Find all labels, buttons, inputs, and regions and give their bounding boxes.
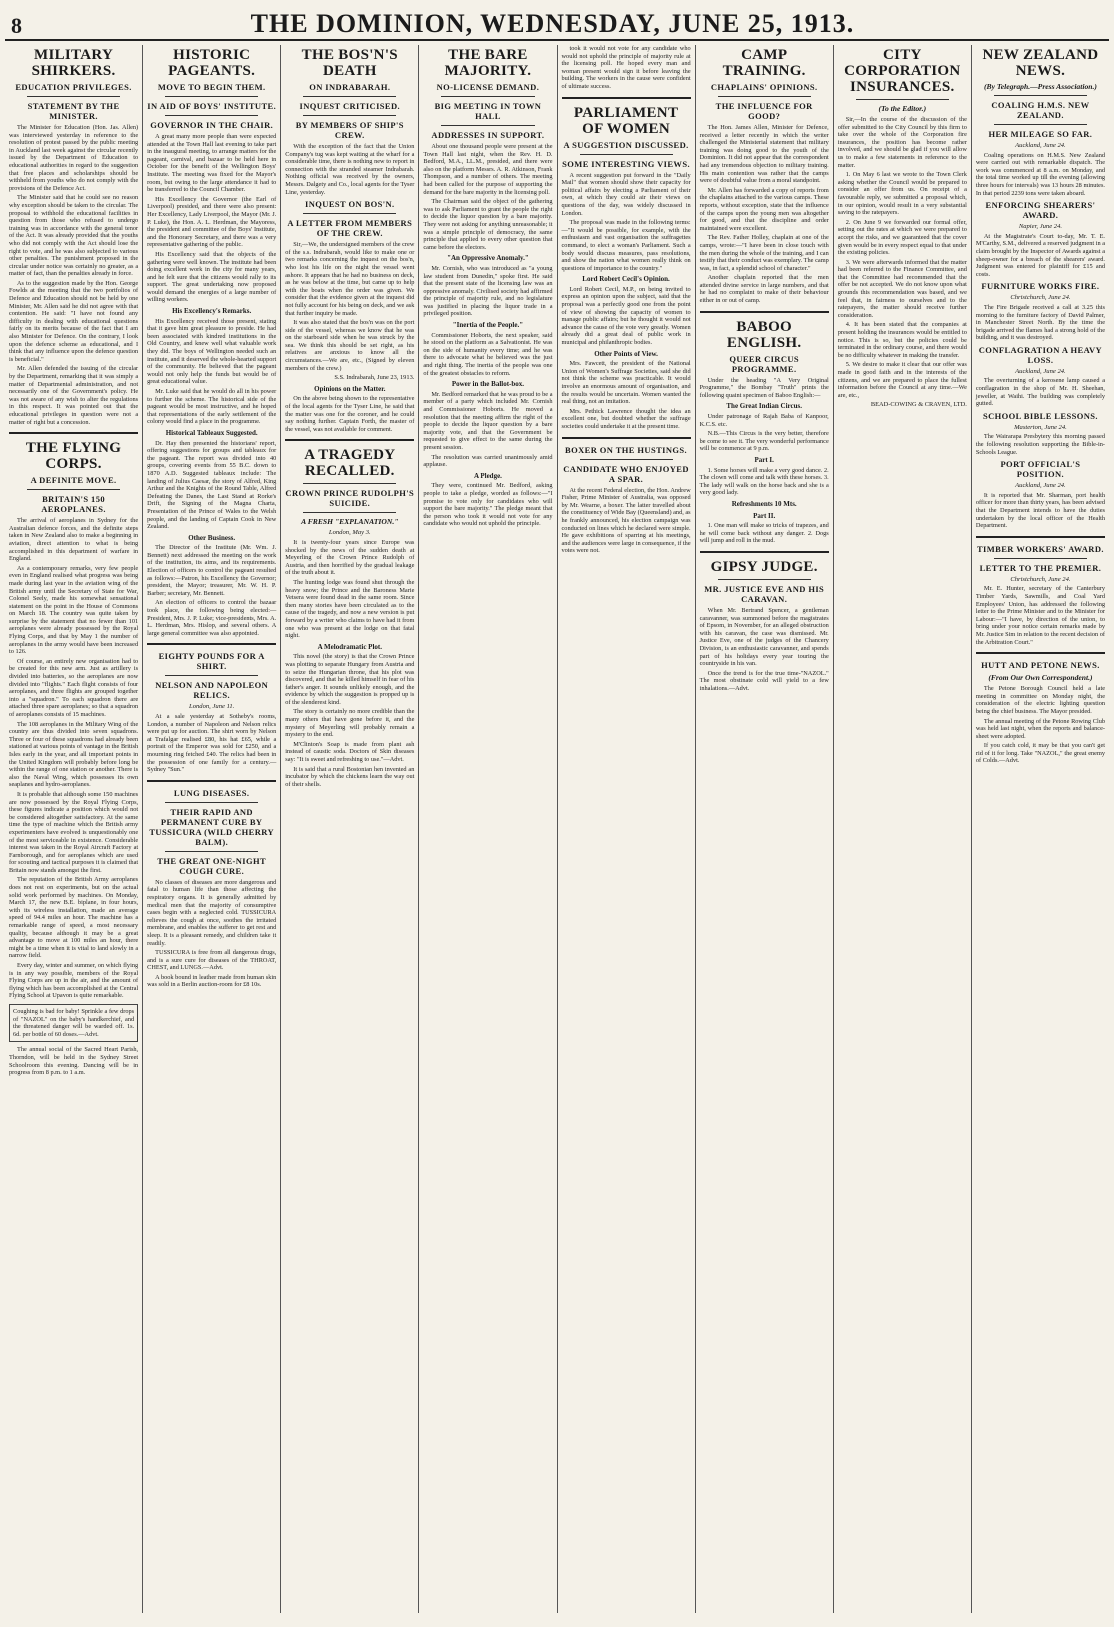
subheadline: BIG MEETING IN TOWN HALL [434,101,542,121]
section-heading: Part II. [753,511,776,520]
divider [303,512,396,513]
paragraph: The reputation of the British Army aeroplanes does not rest on experiments, but on the actual solid work performed by machines. On Monday, March 17, the new B.E. biplane, in four hours, with its wireless installation, made an average speed of 94.4 miles an hour. The machine has a remarkable range of speed, a most necessary quality, because although it may be a great advantage to move at 100 miles an hour, there might be a time when it is vital to land slowly in a narrow field. [9,876,139,960]
subheadline: HER MILEAGE SO FAR. [988,129,1093,139]
paragraph: His Excellency said that the objects of the gathering were well known. The institute had been doing excellent work in the city for many years, and he felt sure that the citizens would rally to its support. The great undertaking now proposed would demand the energies of a large number of willing workers. [147,250,277,304]
headline: BABOO ENGLISH. [726,318,802,351]
paragraph: On the above being shown to the representative of the local agents for the Tyser Line, he said that the matter was one for the coroner, and he could say nothing further. Captain Forth, the master of the vessel, was not available for comment. [285,395,415,433]
subheadline: STATEMENT BY THE MINISTER. [27,101,120,121]
byline: (By Telegraph.—Press Association.) [983,82,1097,91]
section-divider [285,439,414,441]
paragraph: The resolution was carried unanimously amid applause. [423,453,553,469]
divider [856,99,949,100]
dateline: London, June 11. [189,703,235,711]
divider [994,95,1087,96]
divider [718,579,811,580]
paragraph: His Excellency received those present, stating that it gave him great pleasure to preside. He had been associated with kindred institutions in the Old Country, and knew well what valuable work they did. The boys of Wellington needed such an institute, and it deserved the whole-hearted support of the community. He believed that the pageant would not only help the funds but would be of great educational value. [147,317,277,386]
paragraph: The 108 aeroplanes in the Military Wing of the country are thus divided into seven squadrons. Three or four of these squadrons had already been stationed at various points of vantage in the British Isles early in the year, and all important points in the United Kingdom will probably before long be within the range of one station or another. There is also the Naval Wing, which possesses its own seaplanes and hydro-aeroplanes. [9,720,139,789]
subheadline: BRITAIN'S 150 AEROPLANES. [41,494,106,515]
section-heading: The Great Indian Circus. [726,402,802,411]
subheadline: MR. JUSTICE EVE AND HIS CARAVAN. [704,583,825,604]
paragraph: Mr. Allen has forwarded a copy of reports from the chaplains attached to the various camps. These reports, without exception, state that the influence of the camps upon the young men was altogether for good, and that the discipline and order maintained were excellent. [699,186,829,232]
paragraph: Every day, winter and summer, on which flying is in any way possible, members of the Royal Flying Corps are up in the air, and the amount of flying which has been accomplished at the Central Flying School at Upavon is quite remarkable. [9,962,139,1000]
subheadline: MOVE TO BEGIN THEM. [157,82,266,92]
section-divider [147,643,276,645]
paragraph: As to the suggestion made by the Hon. George Fowlds at the meeting that the two portfolios of Defence and Education should not be held by one Minister, Mr. Allen said he did not agree with that contention. He said: "I have not found any difficulty in dealing with educational questions fairly on its merits because of the fact that I am also Minister for Defence. On the contrary, I look upon the defence scheme as educational, and I think that any influence upon the defence question is beneficial." [9,279,139,363]
subheadline: BY MEMBERS OF SHIP'S CREW. [295,120,404,140]
section-divider [976,652,1105,654]
subheadline: A DEFINITE MOVE. [30,475,117,486]
byline: (To the Editor.) [878,104,927,113]
dateline: London, May 3. [328,529,371,537]
paragraph: The annual meeting of the Petone Rowing Club was held last night, when the reports and balance-sheet were adopted. [975,717,1105,740]
paragraph: The overturning of a kerosene lamp caused a conflagration in the shop of Mr. H. Sheehan, jeweller, at Waihi. The building was completely gutted. [975,377,1105,408]
paragraph: The Chairman said the object of the gathering was to ask Parliament to grant the people the right to decide the liquor question by a bare majority. They were not asking for anything unreasonable; it was a simple principle of democracy, the same principle that applied to every other question that came before the electors. [423,198,553,251]
paragraph: Dr. Hay then presented the historians' report, offering suggestions for groups and tableaux for the pageant. The report was divided into 40 groups, covering events from 55 B.C. down to 1870 A.D. Suggested tableaux include: The landing of Julius Caesar, the story of Alfred, King Arthur and the Knights of the Round Table, Alfred Defeating the Danes, the Last Stand at Rorke's Drift, the Signing of the Magna Charta, Presentation of the Prince of Wales to the Welsh people, and the landing of Captain Cook in New Zealand. [147,439,277,531]
paragraph: Mr. Allen defended the issuing of the circular by the Department, remarking that it was simply a matter of Departmental administration, and not necessarily one of the Government's policy. He was not aware of any wish to alter the regulations in this respect. It was pointed out that the educational privileges in question were not a matter of right but a concession. [9,365,139,426]
divider [165,802,258,803]
subheadline: A LETTER FROM MEMBERS OF THE CREW. [287,218,413,239]
byline: (From Our Own Correspondent.) [988,673,1093,683]
divider [165,675,258,676]
section-heading: His Excellency's Remarks. [172,307,252,316]
page-number: 8 [11,13,22,38]
subheadline: NO-LICENSE DEMAND. [436,82,540,92]
newspaper-title: THE DOMINION, WEDNESDAY, JUNE 25, 1913. [250,9,855,38]
subheadline: EIGHTY POUNDS FOR A SHIRT. [158,651,265,672]
paragraph: It is reported that Mr. Sharman, port health officer for more than thirty years, has been advised that the Department intends to have the duties undertaken by the local officer of the Health Department. [975,491,1105,530]
paragraph: The proposal was made in the following terms:—"It would be possible, for example, with the enthusiasm and vast organisation the suffragettes command, to elect a woman's Parliament. Such a body would discuss measures, pass resolutions, and show the nation what women really think on questions of importance to the country." [561,219,691,272]
subheadline: LETTER TO THE PREMIER. [979,562,1102,573]
headline: NEW ZEALAND NEWS. [982,47,1099,79]
paragraph: Commissioner Hoborts, the next speaker, said he stood on the platform as a Salvationist. He was on the side of humanity every time; and he was there to advocate what he believed was the just and right thing. The inertia of the people was one of the greatest obstacles to reform. [423,331,553,377]
dateline: Auckland, June 24. [1015,142,1066,149]
divider [303,213,396,214]
subheadline: QUEER CIRCUS PROGRAMME. [729,353,800,374]
paragraph: Once the trend is for the true time-"NAZOL." The most obstinate cold will yield to a few inhalations.—Advt. [699,669,829,692]
paragraph: 5. We desire to make it clear that our offer was made in good faith and in the interests of the citizens, and we are prepared to place the fullest information before the Council at any time.—We are, etc., [837,361,967,399]
dateline: Auckland, June 24. [1015,482,1066,490]
paragraph: Under the heading "A Very Original Programme," the Bombay "Truth" prints the following quaint specimen of Baboo English:— [699,376,829,399]
paragraph: Sir,—We, the undersigned members of the crew of the s.s. Indrabarah, would like to make one or two remarks concerning the inquest on the bos'n, who lost his life on the night the vessel went ashore. It appears that he had no business on deck, as he was below at the time, but came up to help with the boats when the order was given. We consider that the evidence given at the inquest did not fully account for his being on deck, and we ask that further inquiry be made. [285,241,415,317]
subheadline: THE INFLUENCE FOR GOOD? [715,101,813,121]
paragraph: The Hon. James Allen, Minister for Defence, received a letter recently in which the writer challenged the Ministerial statement that military training was doing good to the youth of the Dominion. It did not appear that the correspondent had any tremendous objection to military training. His main contention was rather that the camps were of doubtful value from a moral standpoint. [699,124,829,185]
subheadline: FURNITURE WORKS FIRE. [981,281,1100,292]
subheadline: INQUEST CRITICISED. [299,101,401,111]
subheadline: GOVERNOR IN THE CHAIR. [150,120,274,130]
dateline: Auckland, June 24. [1015,367,1066,375]
paragraph: This novel (the story) is that the Crown Prince was plotting to separate Hungary from Austria and to seize the Hungarian throne, that his plot was discovered, and that he killed himself in fear of his father's anger. It sounds unlikely enough, and the evidence by which the suggestion is propped up is of the slenderest kind. [285,653,415,706]
divider [303,115,396,116]
paragraph: At the recent Federal election, the Hon. Andrew Fisher, Prime Minister of Australia, was opposed by Mr. Wearne, a boxer. The latter travelled about the constituency of Wide Bay (Queensland) and, as he frankly announced, his election campaign was conducted on lines which he declared were simple. He gave exhibitions of sparring at his meetings, and the audiences were large in consequence, if the votes were not. [561,486,691,555]
section-heading: Other Business. [188,533,236,542]
paragraph: The story is certainly no more credible than the many others that have gone before it, and the mystery of Meyerling will probably remain a mystery to the end. [285,708,415,739]
headline: THE FLYING CORPS. [25,440,122,473]
subheadline: INQUEST ON BOS'N. [305,199,395,210]
paragraph: The hunting lodge was found shut through the heavy snow; the Prince and the Baroness Marie Vetsera were found dead in the same room. Since then many stories have been circulated as to the cause of the tragedy, and now a new version is put forward by a writer who claims to have had it from one who was present at the lodge on that fatal night. [285,578,415,640]
divider [165,851,258,852]
paragraph: Coaling operations on H.M.S. New Zealand were carried out with remarkable dispatch. The work was commenced at 8 a.m. on Monday, and the total time worked up till the evening (allowing three hours for intervals) was 13 hours 28 minutes. In that period 2239 tons were taken aboard. [975,151,1105,197]
column-6 [696,45,834,1613]
column-1 [5,45,143,1613]
paragraph: Sir,—In the course of the discussion of the offer submitted to the City Council by this firm to take over the whole of the Corporation fire insurances, the position has become rather involved, and we should be glad if you will allow us to make a few statements in reference to the matter. [837,116,967,169]
section-heading: "Inertia of the People." [452,321,524,330]
paragraph: A great many more people than were expected attended at the Town Hall last evening to take part in the inaugural meeting, to arrange matters for the pageant, carnival, and bazaar to be held here in October for the benefit of the Wellington Boys' Institute. The meeting was fixed for the Mayor's room, but owing to the large attendance it had to be transferred to the Council Chamber. [147,133,277,194]
section-divider [700,551,829,553]
paragraph: 4. It has been stated that the companies at present holding the insurances would be entitled to notice. This is so, but the policies could be terminated in the ordinary course, and there would be no difficulty whatever in making the transfer. [837,321,967,359]
column-5 [558,45,696,1613]
paragraph: The Minister for Education (Hon. Jas. Allen) was interviewed yesterday in reference to the resolution of protest passed by the public meeting in Auckland last week against the circular recently issued by the Department of Education to educational authorities in regard to the suggestion that free places and scholarships should be withheld from youths who do not comply with the provisions of the Defence Act. [9,124,139,192]
divider [27,489,120,490]
paragraph: About one thousand people were present at the Town Hall last night, when the Rev. H. D. Bedford, M.A., LL.M., presided, and there were also on the platform Messrs. A. R. Atkinson, Frank Thompson, and a number of others. The meeting had been called for the purpose of supporting the demand for the bare majority in the licensing poll. [423,143,553,196]
paragraph: TUSSICURA is free from all dangerous drugs, and is a sure cure for diseases of the THROAT, CHEST, and LUNGS.—Advt. [147,949,277,972]
column-2 [143,45,281,1613]
paragraph: The annual social of the Sacred Heart Parish, Thorndon, will be held in the Sydney Street Schoolroom this evening. Dancing will be in progress from 8 p.m. to 1 a.m. [9,1046,139,1077]
subheadline: COALING H.M.S. NEW ZEALAND. [991,100,1090,120]
paragraph: It is said that a rural Bostonian hen invented an incubator by which the chickens learn the way out of their shells. [285,765,415,788]
section-heading: Power in the Ballot-box. [451,380,525,389]
paragraph: No classes of diseases are more dangerous and fatal to human life than those affecting the respiratory organs. It is generally admitted by medical men that the majority of consumptive cases begin with a neglected cold. TUSSICURA relieves the cough at once, soothes the irritated membrane, and enables the sufferer to get rest and sleep. It is a pleasant remedy, and children take it readily. [147,878,277,947]
advertisement-text: Coughing is bad for baby! Sprinkle a few drops of "NAZOL" on the baby's handkerchief, and the threatened danger will be warded off. 1s. 6d. per bottle of 60 doses.—Advt. [13,1007,135,1038]
paragraph: 1. Some horses will make a very good dance. 2. The clown will come and talk with these horses. 3. The lady will walk on the horse back and she is a very good lady. [699,466,829,497]
paragraph: 3. We were afterwards informed that the matter had been referred to the Finance Committee, and that the Committee had recommended that the offer be not accepted. We do not know upon what grounds this recommendation was based, and we feel that, in fairness to ourselves and to the ratepayers, the matter should receive further consideration. [837,258,967,319]
column-7 [834,45,972,1613]
subheadline: ON INDRABARAH. [309,82,391,92]
headline: PARLIAMENT OF WOMEN [573,104,679,137]
section-heading: Lord Robert Cecil's Opinion. [582,275,670,284]
paragraph: When Mr. Bertrand Spencer, a gentleman caravanner, was summoned before the magistrates of Epsom, in November, for an alleged obstruction with his caravan, the case was dismissed. Mr. Justice Eve, one of the judges of the Chancery Division, is an enthusiastic caravanner, and spends part of his holidays every year touring the countryside in his van. [699,606,829,668]
subheadline: EDUCATION PRIVILEGES. [15,82,132,92]
subheadline: SOME INTERESTING VIEWS. [562,158,690,169]
subheadline: CROWN PRINCE RUDOLPH'S SUICIDE. [285,488,415,509]
paragraph: At a sale yesterday at Sotheby's rooms, London, a number of Napoleon and Nelson relics were put up for auction. The shirt worn by Nelson at Trafalgar realised £80, his hat £65, while a portrait of the Emperor was sold for £250, and a mourning ring fetched £40. The relics had been in the possession of one family for a century.—Sydney "Sun." [147,713,277,774]
paragraph: His Excellency the Governor (the Earl of Liverpool) presided, and there were also present: Her Excellency, Lady Liverpool, the Mayor (Mr. J. P. Luke), the Hon. A. L. Herdman, the Mayoress, the president and committee of the Boys' Institute, and the Honorary Secretary, and there was a very representative gathering of the public. [147,195,277,249]
divider [580,459,673,460]
headline: THE BOS'N'S DEATH [301,47,398,79]
section-heading: A Melodramatic Plot. [317,642,382,651]
paragraph: 2. On June 9 we forwarded our formal offer, setting out the rates at which we were prepared to accept the risks, and we guaranteed that the cover given would be in every respect equal to that under the existing policies. [837,218,967,257]
subheadline: ADDRESSES IN SUPPORT. [431,130,545,140]
subheadline: HUTT AND PETONE NEWS. [981,660,1100,671]
divider [303,96,396,97]
subheadline: A SUGGESTION DISCUSSED. [563,139,689,150]
paragraph: Another chaplain reported that the men attended divine service in large numbers, and that he had no complaint to make of their behaviour either in or out of camp. [699,274,829,305]
paragraph: took it would not vote for any candidate who would not uphold the principle of majority rule at the licensing poll. He hoped every man and woman present would sign it before leaving the building. The workers in the cause were confident of ultimate success. [561,45,691,90]
column-8 [972,45,1109,1613]
column-4 [419,45,557,1613]
paragraph: Under patronage of Rajah Baba of Kanpoor, K.C.S. etc. [699,413,829,428]
headline: CAMP TRAINING. [722,47,806,79]
section-heading: Opinions on the Matter. [314,384,386,393]
section-divider [562,97,691,99]
dateline: Christchurch, June 24. [1010,294,1071,302]
paragraph: Lord Robert Cecil, M.P., on being invited to express an opinion upon the subject, said that the proposal was a perfectly good one from the point of view of showing the capacity of women to manage public affairs; but he thought it would not advance the cause of the vote very greatly. Women already did a great deal of public work in municipal and philanthropic bodies. [561,285,691,347]
subheadline: CHAPLAINS' OPINIONS. [710,82,818,92]
paragraph: They were, continued Mr. Bedford, asking people to take a pledge, worded as follows:—"I promise to vote only for candidates who will support the bare majority." The pledge meant that the person who took it would not vote for any candidate who would not uphold the principle. [423,482,553,528]
paragraph: It is probable that although some 150 machines are now possessed by the Royal Flying Corps, these figures indicate a position which would not be considered altogether satisfactory. At the same time the type of machine which the British army experimenters have evolved is unquestionably one of the most serviceable in existence. Considerable interest was taken in the Royal Aircraft Factory at Farnborough, and for aeroplanes which are used for scouting and tactical purposes it is claimed that Britain now stands amongst the first. [9,790,139,874]
subheadline: PORT OFFICIAL'S POSITION. [1000,459,1081,480]
divider [580,154,673,155]
byline: A FRESH "EXPLANATION." [301,517,399,527]
dateline: Napier, June 24. [1018,223,1063,231]
divider [165,115,258,116]
subheadline: CANDIDATE WHO ENJOYED A SPAR. [563,463,689,484]
section-heading: "An Oppressive Anomaly." [447,254,529,263]
masthead [5,5,1109,41]
paragraph: The Rev. Father Holley, chaplain at one of the camps, wrote:—"I have been in close touch with the men during the whole of the training, and I can testify that their conduct was exemplary. The camp was, in fact, a splendid school of character." [699,234,829,272]
section-divider [562,437,691,439]
headline: HISTORIC PAGEANTS. [168,47,256,79]
dateline: Masterton, June 24. [1014,423,1067,431]
paragraph: A book bound in leather made from human skin was sold in a Berlin auction-room for £8 10s. [147,973,277,989]
column-3 [281,45,419,1613]
columns [5,45,1109,1613]
headline: A TRAGEDY RECALLED. [304,447,396,480]
headline: MILITARY SHIRKERS. [31,47,116,79]
paragraph: The arrival of aeroplanes in Sydney for the Australian defence forces, and the definite steps taken in New Zealand also to make a beginning in aviation, direct attention to what is being accomplished in this department of warfare in England. [9,517,139,563]
divider [27,96,120,97]
paragraph: If you catch cold, it may be that you can't get rid of it for long. Take "NAZOL," the great enemy of Colds.—Advt. [975,742,1105,765]
paragraph: The Petone Borough Council held a late meeting in committee on Monday night, the consideration of the electric lighting question being the chief business. The Mayor presided. [975,685,1105,715]
paragraph: The Wairarapa Presbytery this morning passed the following resolution supporting the Bible-in-Schools League. [975,433,1105,456]
paragraph: Of course, an entirely new organisation had to be created for this new arm. Just as artillery is divided into batteries, so the aeroplanes are now divided into "flights." Each flight consists of four aeroplanes, and three flights are grouped together into a "squadron." To each squadron there are attached three spare aeroplanes; so that a squadron of aeroplanes consists of 15 machines. [9,657,139,718]
section-heading: Other Points of View. [594,349,658,358]
subheadline: BOXER ON THE HUSTINGS. [565,444,688,455]
divider [165,96,258,97]
divider [441,125,534,126]
paragraph: It was also stated that the bos'n was on the port side of the vessel, whereas we know that he was on the starboard side when he was struck by the sea. We think this should be set right, as his relatives are anxious to know all the circumstances.—We are, etc., (Signed by eleven members of the crew.) [285,319,415,372]
headline: CITY CORPORATION INSURANCES. [844,47,961,95]
newspaper-page [5,5,1109,1617]
subheadline: ENFORCING SHEARERS' AWARD. [985,200,1096,221]
paragraph: 1. On May 6 last we wrote to the Town Clerk asking whether the Council would be prepared to consider an offer from us. On receipt of a favourable reply, we submitted a proposal which, in our opinion, would result in a very substantial saving to the ratepayers. [837,171,967,217]
divider [994,124,1087,125]
paragraph: M'Clinton's Soap is made from plant ash instead of caustic soda. Doctors of Skin diseases say: "It is sweet and refreshing to use."—Advt. [285,740,415,764]
subheadline: THEIR RAPID AND PERMANENT CURE BY TUSSICURA (WILD CHERRY BALM). [149,806,275,847]
paragraph: A recent suggestion put forward in the "Daily Mail" that women should show their capacity for political affairs by electing a Parliament of their own, at which they could air their views on questions of the day, was widely discussed in London. [561,171,691,217]
subheadline: SCHOOL BIBLE LESSONS. [982,410,1098,421]
advertisement [9,1004,138,1042]
divider [994,558,1087,559]
signoff: S.S. Indrabarah, June 23, 1913. [334,374,415,382]
subheadline: CONFLAGRATION A HEAVY LOSS. [978,344,1103,365]
divider [441,96,534,97]
paragraph: It is twenty-four years since Europe was shocked by the news of the sudden death at Meyerling of the Crown Prince Rudolph of Austria, and then horrified by the gradual leakage of the truth about it. [285,539,415,577]
section-divider [700,311,829,313]
paragraph: As a contemporary remarks, very few people even in England realised what progress was being made during last year in the aviation wing of the British army until the Secretary of State for War, Colonel Seely, made his somewhat sensational statement on the point in the House of Commons on March 18. The country was quite taken by surprise by the statement that no fewer than 101 aeroplanes were already possessed by the Royal Flying Corps, and that by May 1 the number of aeroplanes in the army would have been increased to 126. [9,564,139,656]
section-heading: Part I. [754,456,774,464]
paragraph: Mrs. Fawcett, the president of the National Union of Women's Suffrage Societies, said she did not think the scheme was practicable. It would involve an enormous amount of organisation, and the results would be uncertain. Women wanted the real thing, not an imitation. [561,360,691,406]
section-divider [9,432,138,434]
section-divider [976,536,1105,538]
dateline: Christchurch, June 24. [1010,575,1071,583]
paragraph: N.B.—This Circus is the very better, therefore be come to see it. The very wonderful performance will be commence at 9 p.m. [699,430,829,453]
paragraph: 1. One man will make so tricks of trapezes, and he will come back without any danger. 2. Dogs will jump and roll in the mud. [699,522,829,545]
paragraph: With the exception of the fact that the Union Company's tug was kept waiting at the wharf for a considerable time, there is nothing new to report in connection with the stranded steamer Indrabarah. Nothing official was received by the owners, Messrs. Dalgety and Co., local agents for the Tyser Line, yesterday. [285,143,415,196]
paragraph: Mrs. Pethick Lawrence thought the idea an excellent one, but doubted whether the suffrage societies could undertake it at the present time. [561,407,691,430]
signoff: BEAD-COWING & CRAVEN, LTD. [870,401,967,409]
subheadline: NELSON AND NAPOLEON RELICS. [155,680,269,701]
paragraph: Mr. Luke said that he would do all in his power to further the scheme. The historical side of the pageant would be most instructive, and he hoped that representations of the early settlement of the colony would find a place in the programme. [147,388,277,426]
paragraph: The Director of the Institute (Mr. Wm. J. Bennett) next addressed the meeting on the work of the institution, its aims, and its requirements. Election of officers to control the pageant resulted as follows:—Patron, his Excellency the Governor; president, the Mayor; treasurer, Mr. W. H. P. Barber; secretary, Mr. Bennett. [147,544,277,597]
paragraph: At the Magistrate's Court to-day, Mr. T. E. M'Carthy, S.M., delivered a reserved judgment in a claim brought by the Inspector of Awards against a sheep-owner for a breach of the shearers' award. Judgment was entered for plaintiff for £15 and costs. [975,232,1105,278]
subheadline: THE GREAT ONE-NIGHT COUGH CURE. [157,855,267,876]
subheadline: LUNG DISEASES. [173,787,250,798]
paragraph: Mr. Cornish, who was introduced as "a young law student from Dunedin," spoke first. He said that the present state of the licensing law was an oppressive anomaly. Civilised society had affirmed the principle of majority rule, and no legislature was justified in placing the liquor trade in a privileged position. [423,264,553,318]
paragraph: The Minister said that he could see no reason why exception should be taken to the circular. The proposal to withhold the educational facilities in question from those who refused to undergo training was in accordance with the general tenor of the Act. It was already provided that the youths who did not comply with the Act should lose the right to vote, and he was also subjected to various other penalties. The punishment proposed in the circular under notice was certainly no greater, as a matter of fact, than the penalties already in force. [9,194,139,278]
section-heading: Refreshments 10 Mts. [731,499,797,508]
subheadline: IN AID OF BOYS' INSTITUTE. [147,101,277,111]
divider [718,96,811,97]
section-divider [147,780,276,782]
paragraph: An election of officers to control the bazaar took place, the following being elected:—President, Mrs. J. P. Luke; vice-presidents, Mrs. A. L. Herdman, Mrs. Hislop, and several others. A large general committee was also appointed. [147,599,277,637]
paragraph: Mr. E. Hunter, secretary of the Canterbury Timber Yards, Sawmills, and Coal Yard Employees' Union, has addressed the following letter to the Prime Minister and to the Minister for Labour:—"I have, by direction of the union, to bring under your notice certain remarks made by Mr. Justice Sim in relation to the recent decision of the Arbitration Court." [975,585,1105,646]
section-heading: Historical Tableaux Suggested. [165,428,258,437]
headline: GIPSY JUDGE. [710,558,818,575]
headline: THE BARE MAJORITY. [444,47,532,79]
divider [303,483,396,484]
subheadline: TIMBER WORKERS' AWARD. [976,543,1104,554]
section-heading: A Pledge. [473,471,502,480]
paragraph: The Fire Brigade received a call at 3.25 this morning to the furniture factory of David Palmer, in Manchester Street North. By the time the brigade arrived the flames had a strong hold of the building, and it was destroyed. [975,303,1105,342]
paragraph: Mr. Bedford remarked that he was proud to be a member of a party which included Mr. Cornish and Commissioner Hoborts. He moved a resolution that the meeting affirm the right of the people to decide the liquor question by a bare majority vote, and that the Government be requested to give effect to the same during the present session. [423,390,553,451]
